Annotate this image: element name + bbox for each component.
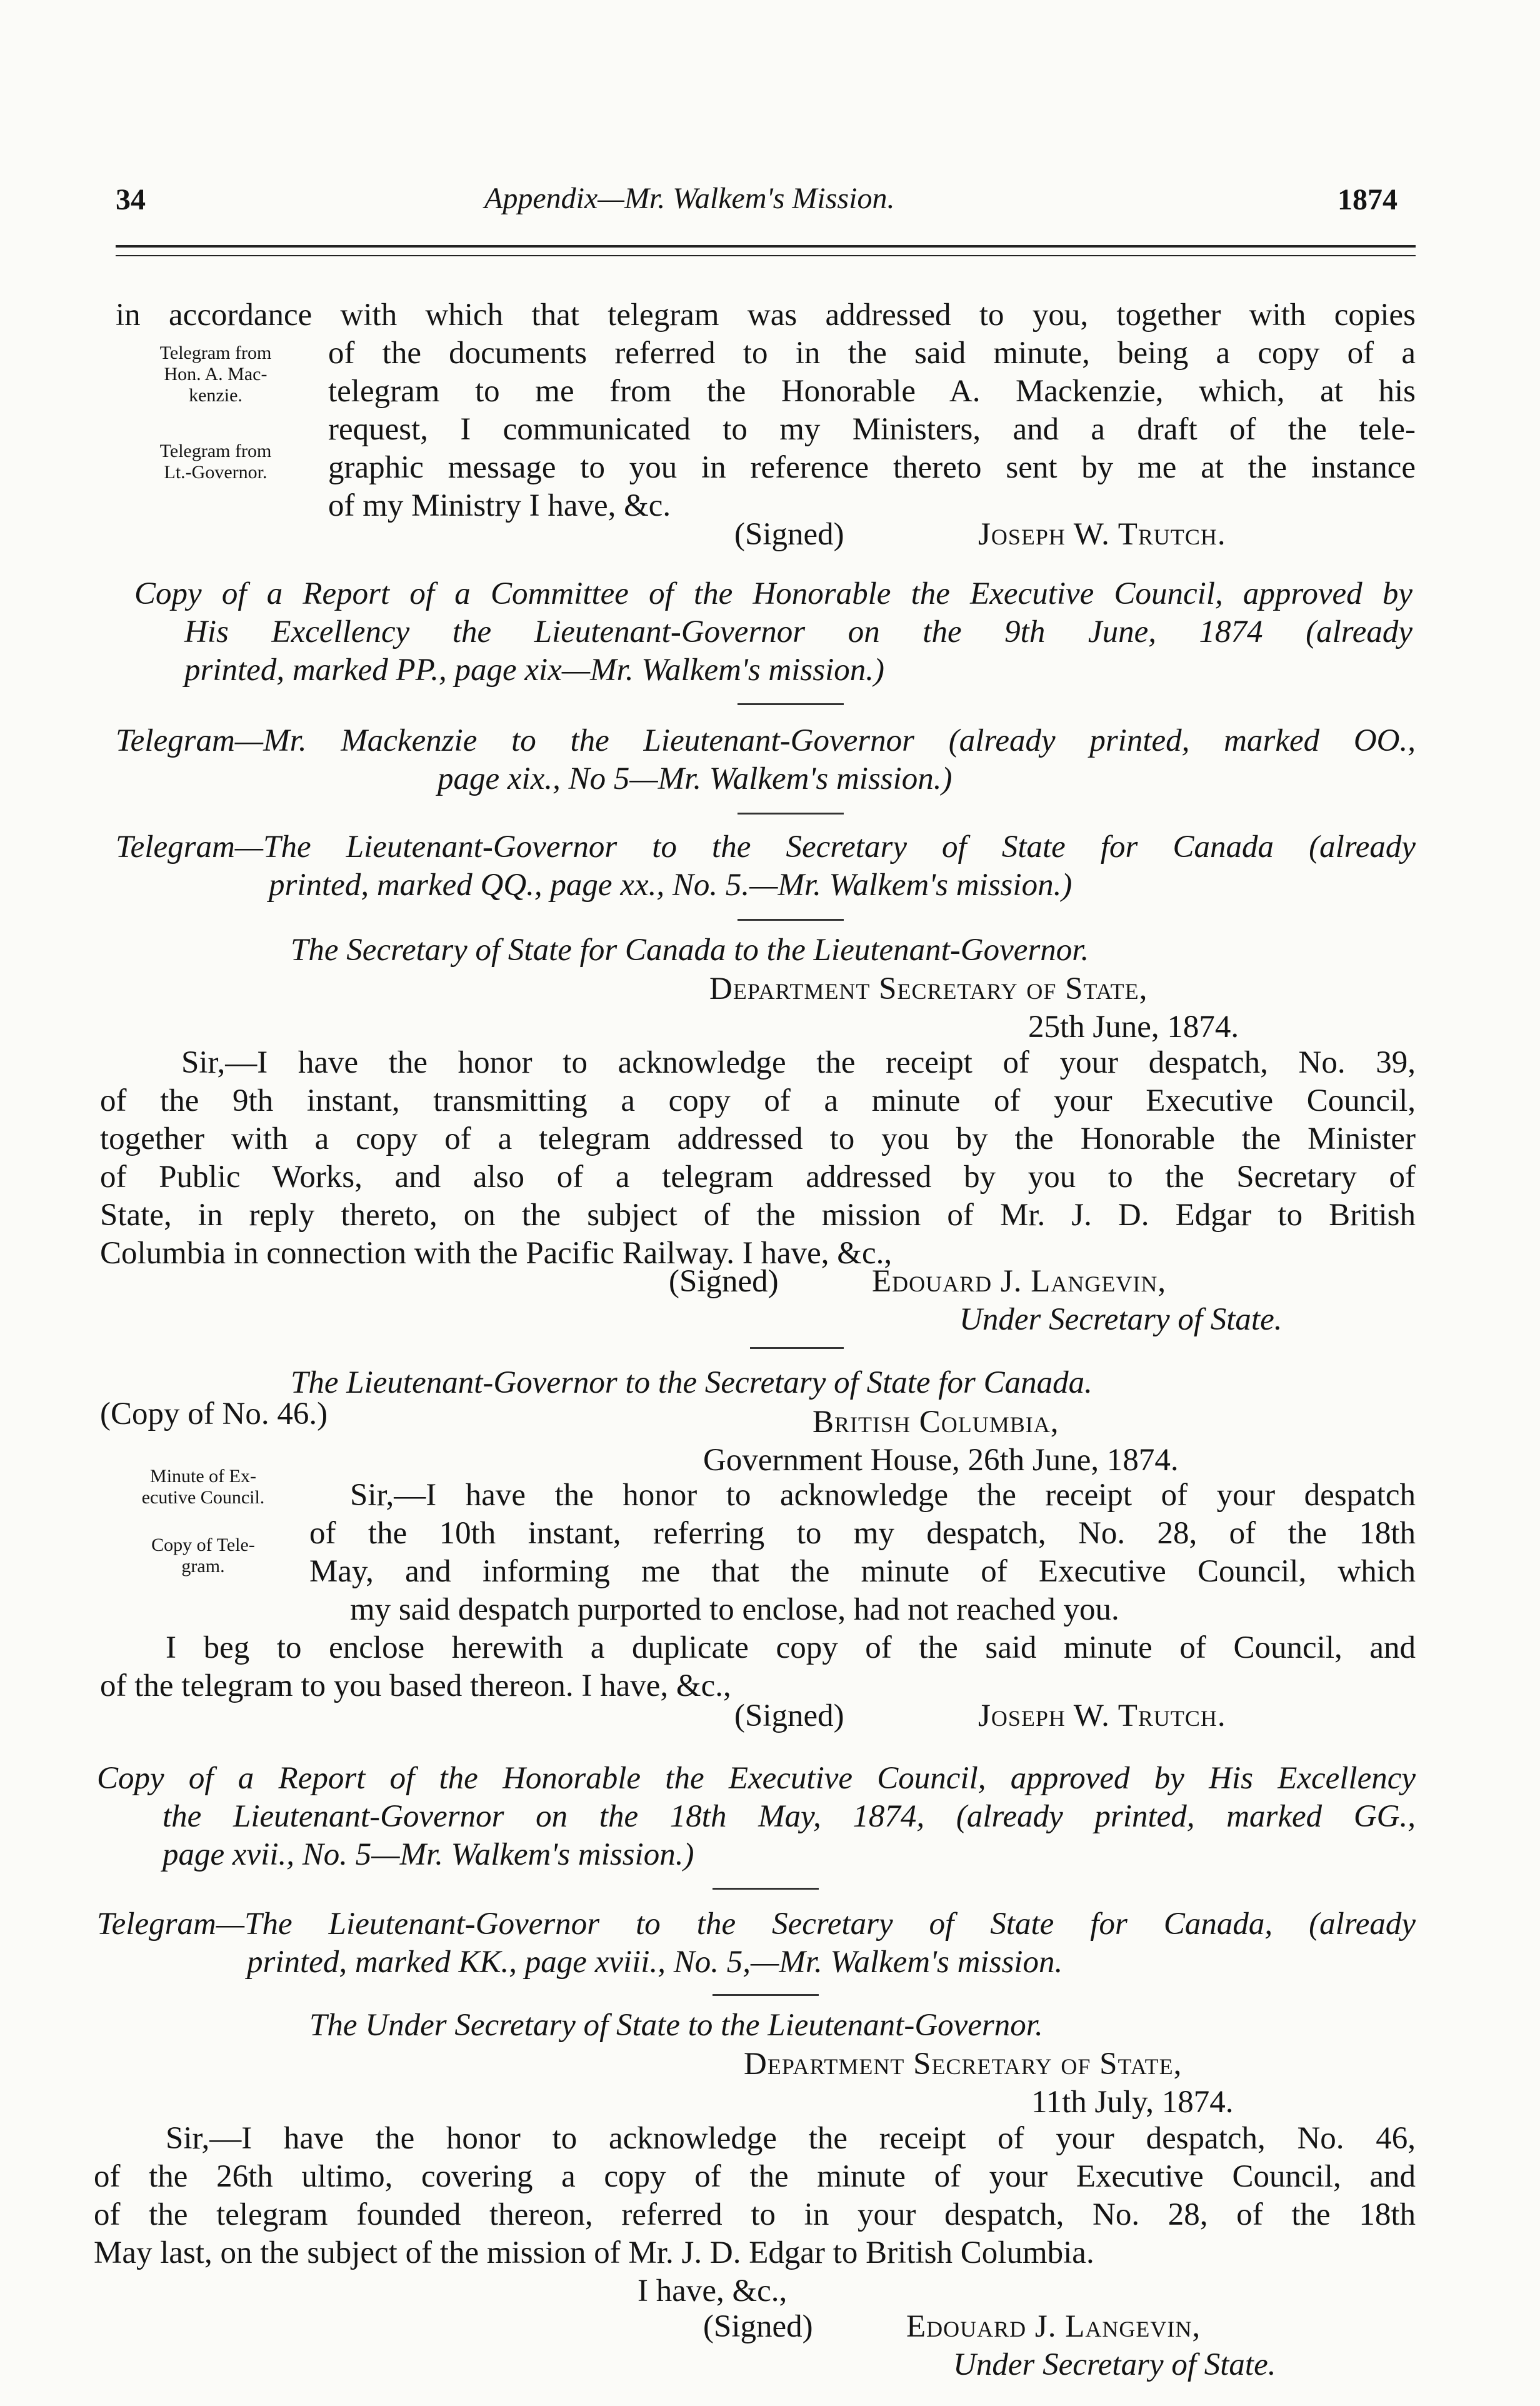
letter1-line-4: State, in reply thereto, on the subject of the mission of Mr. J. D. Edgar to British [100, 1198, 1416, 1233]
page-year: 1874 [1338, 183, 1398, 216]
running-title: Appendix—Mr. Walkem's Mission. [484, 182, 895, 215]
note4-line-0: Copy of a Report of the Honorable the Executive Council, approved by His Excellency [97, 1761, 1416, 1796]
letter3-signer-title: Under Secretary of State. [953, 2347, 1276, 2382]
letter3-line-2: of the telegram founded thereon, referred to in your despatch, No. 28, of the 18th [94, 2197, 1416, 2232]
separator-6 [712, 1994, 819, 1996]
page-number: 34 [116, 183, 146, 216]
note1-line-0: Copy of a Report of a Committee of the Honorable the Executive Council, approved by [134, 576, 1412, 611]
letter2-line2-0: I beg to enclose herewith a duplicate copy of the said minute of Council, and [166, 1630, 1416, 1665]
letter3-signer: Edouard J. Langevin, [906, 2309, 1201, 2344]
margin-note-telegram-mackenzie: Telegram from Hon. A. Mac- kenzie. [159, 343, 272, 406]
separator-3 [738, 919, 844, 921]
letter1-heading: The Secretary of State for Canada to the Lieutenant-Governor. [291, 933, 1089, 968]
letter2-date: Government House, 26th June, 1874. [703, 1443, 1179, 1478]
section1-line-2: telegram to me from the Honorable A. Mackenzie, which, at his [328, 374, 1416, 409]
letter3-closing: I have, &c., [638, 2273, 788, 2308]
letter3-line-0: Sir,—I have the honor to acknowledge the receipt of your despatch, No. 46, [166, 2121, 1416, 2156]
letter1-line-2: together with a copy of a telegram addressed to you by the Honorable the Minister [100, 1121, 1416, 1156]
note4-line-1: the Lieutenant-Governor on the 18th May, 1874, (already printed, marked GG., [162, 1799, 1416, 1834]
note3-line-1: printed, marked QQ., page xx., No. 5.—Mr. Walkem's mission.) [269, 868, 1072, 903]
header-rule-bottom [116, 255, 1416, 256]
note5-line-0: Telegram—The Lieutenant-Governor to the Secretary of State for Canada, (already [97, 1907, 1416, 1942]
margin-note-telegram-lt-governor: Telegram from Lt.-Governor. [159, 441, 272, 483]
note4-line-2: page xvii., No. 5—Mr. Walkem's mission.) [162, 1837, 694, 1872]
letter1-line-0: Sir,—I have the honor to acknowledge the receipt of your despatch, No. 39, [181, 1045, 1416, 1080]
note1-line-1: His Excellency the Lieutenant-Governor on the 9th June, 1874 (already [184, 614, 1412, 649]
letter2-line-2: May, and informing me that the minute of Executive Council, which [309, 1554, 1416, 1589]
letter3-line-1: of the 26th ultimo, covering a copy of the minute of your Executive Council, and [94, 2159, 1416, 2194]
letter1-line-3: of Public Works, and also of a telegram addressed by you to the Secretary of [100, 1160, 1416, 1195]
section1-signed: (Signed) [734, 517, 844, 552]
note5-line-1: printed, marked KK., page xviii., No. 5,—Mr. Walkem's mission. [247, 1945, 1063, 1980]
note3-line-0: Telegram—The Lieutenant-Governor to the Secretary of State for Canada (already [116, 830, 1416, 865]
separator-2 [738, 813, 844, 815]
separator-5 [712, 1888, 819, 1890]
section1-signer: Joseph W. Trutch. [978, 517, 1226, 552]
letter3-line-3: May last, on the subject of the mission of Mr. J. D. Edgar to British Columbia. [94, 2235, 1094, 2270]
letter2-place: British Columbia, [812, 1405, 1059, 1440]
section1-line-0: in accordance with which that telegram was addressed to you, together with copies [116, 298, 1416, 333]
separator-1 [738, 703, 844, 705]
letter2-line2-1: of the telegram to you based thereon. I have, &c., [100, 1668, 731, 1703]
letter1-line-1: of the 9th instant, transmitting a copy of a minute of your Executive Council, [100, 1083, 1416, 1118]
margin-note-minute-executive-council: Minute of Ex- ecutive Council. [141, 1466, 265, 1508]
letter1-line-5: Columbia in connection with the Pacific Railway. I have, &c., [100, 1236, 892, 1271]
letter3-signed: (Signed) [703, 2309, 813, 2344]
letter2-line-3: my said despatch purported to enclose, had not reached you. [350, 1592, 1119, 1627]
letter3-date: 11th July, 1874. [1031, 2085, 1234, 2120]
header-rule-top [116, 245, 1416, 248]
margin-note-copy-of-telegram: Copy of Tele- gram. [151, 1535, 255, 1576]
section1-line-4: graphic message to you in reference thereto sent by me at the instance [328, 450, 1416, 485]
letter2-line-1: of the 10th instant, referring to my despatch, No. 28, of the 18th [309, 1516, 1416, 1551]
letter2-heading: The Lieutenant-Governor to the Secretary of State for Canada. [291, 1365, 1092, 1400]
letter1-date: 25th June, 1874. [1028, 1010, 1239, 1045]
section1-line-5: of my Ministry I have, &c. [328, 488, 671, 523]
letter1-signer-title: Under Secretary of State. [959, 1302, 1282, 1337]
letter3-heading: The Under Secretary of State to the Lieutenant-Governor. [309, 2008, 1043, 2043]
note2-line-1: page xix., No 5—Mr. Walkem's mission.) [438, 761, 952, 796]
letter1-signer: Edouard J. Langevin, [872, 1264, 1167, 1299]
section1-line-1: of the documents referred to in the said minute, being a copy of a [328, 336, 1416, 371]
letter3-dept: Department Secretary of State, [744, 2047, 1182, 2082]
note1-line-2: printed, marked PP., page xix—Mr. Walkem's mission.) [184, 653, 885, 688]
section1-line-3: request, I communicated to my Ministers, and a draft of the tele- [328, 412, 1416, 447]
separator-4 [750, 1347, 844, 1349]
letter2-signer: Joseph W. Trutch. [978, 1698, 1226, 1733]
letter1-signed: (Signed) [669, 1264, 779, 1299]
note2-line-0: Telegram—Mr. Mackenzie to the Lieutenant-Governor (already printed, marked OO., [116, 723, 1416, 758]
letter2-copy-of: (Copy of No. 46.) [100, 1396, 328, 1431]
letter1-dept: Department Secretary of State, [709, 971, 1148, 1006]
letter2-line-0: Sir,—I have the honor to acknowledge the receipt of your despatch [350, 1478, 1416, 1513]
letter2-signed: (Signed) [734, 1698, 844, 1733]
